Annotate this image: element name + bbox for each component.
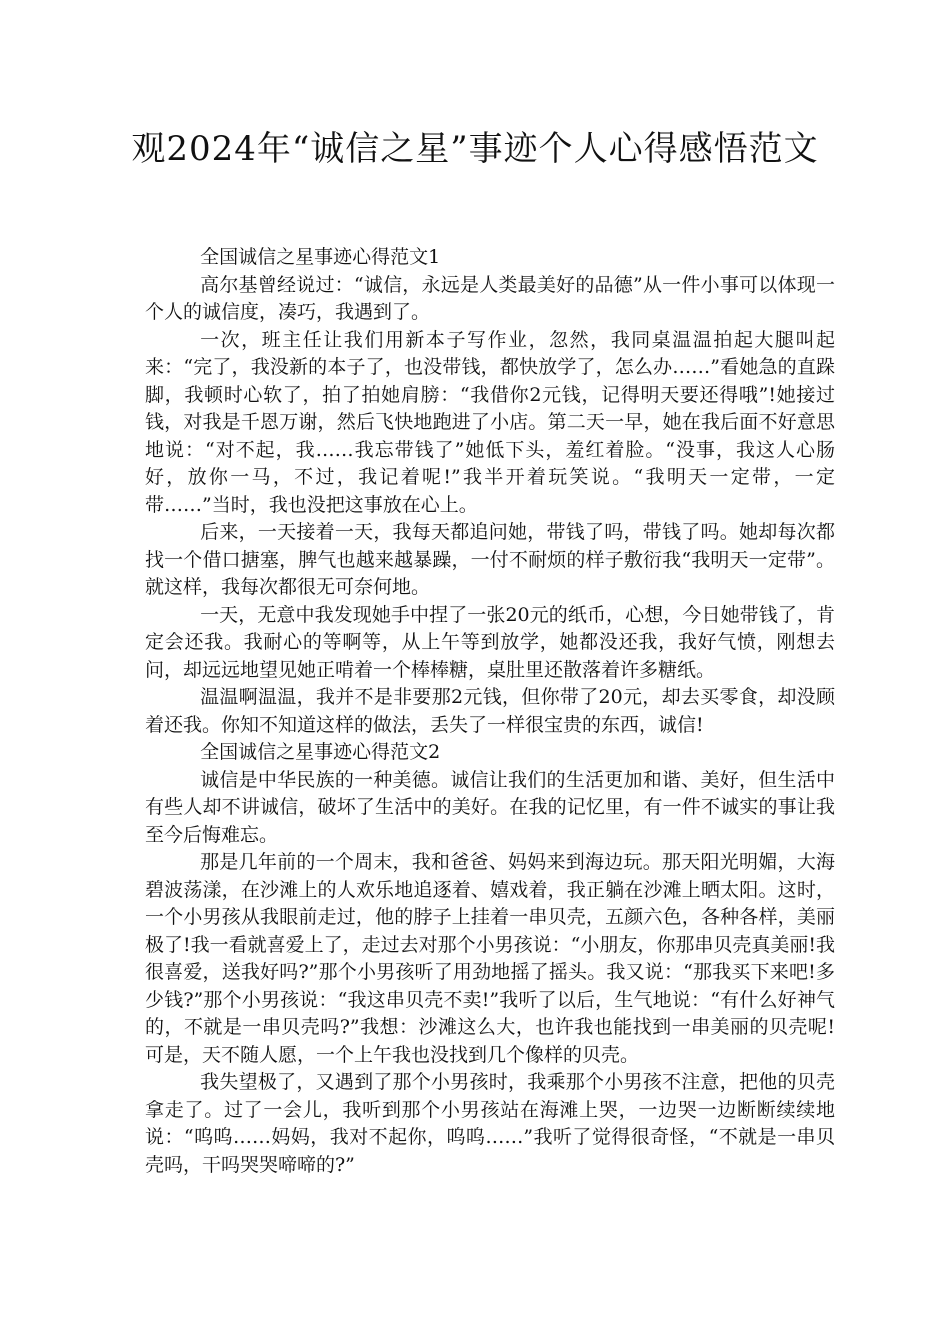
document-body bbox=[145, 244, 835, 1179]
paragraph: 诚信是中华民族的一种美德。诚信让我们的生活更加和谐、美好，但生活中有些人却不讲诚信，破坏了生活中的美好。在我的记忆里，有一件不诚实的事让我至今后悔难忘。 bbox=[145, 768, 835, 846]
section-heading: 全国诚信之星事迹心得范文1 bbox=[200, 246, 441, 268]
paragraph: 后来，一天接着一天，我每天都追问她，带钱了吗，带钱了吗。她却每次都找一个借口搪塞，脾气也越来越暴躁，一付不耐烦的样子敷衍我“我明天一定带”。就这样，我每次都很无可奈何地。 bbox=[145, 521, 835, 598]
paragraph: 我失望极了，又遇到了那个小男孩时，我乘那个小男孩不注意，把他的贝壳拿走了。过了一会儿，我听到那个小男孩站在海滩上哭，一边哭一边断断续续地说：“呜呜……妈妈，我对不起你，呜呜……”我听了觉得很奇怪，“不就是一串贝壳吗，干吗哭哭啼啼的?” bbox=[145, 1071, 835, 1176]
paragraph: 一次，班主任让我们用新本子写作业，忽然，我同桌温温拍起大腿叫起来：“完了，我没新的本子了，也没带钱，都快放学了，怎么办……”看她急的直跺脚，我顿时心软了，拍了拍她肩膀：“我借你2元钱，记得明天要还得哦”!她接过钱，对我是千恩万谢，然后飞快地跑进了小店。第二天一早，她在我后面不好意思地说：“对不起，我……我忘带钱了”她低下头，羞红着脸。“没事，我这人心肠好，放你一马，不过，我记着呢!”我半开着玩笑说。“我明天一定带，一定带……”当时，我也没把这事放在心上。 bbox=[145, 328, 835, 516]
paragraph: 那是几年前的一个周末，我和爸爸、妈妈来到海边玩。那天阳光明媚，大海碧波荡漾，在沙滩上的人欢乐地追逐着、嬉戏着，我正躺在沙滩上晒太阳。这时，一个小男孩从我眼前走过，他的脖子上挂着一串贝壳，五颜六色，各种各样，美丽极了!我一看就喜爱上了，走过去对那个小男孩说：“小朋友，你那串贝壳真美丽!我很喜爱，送我好吗?”那个小男孩听了用劲地摇了摇头。我又说：“那我买下来吧!多少钱?”那个小男孩说：“我这串贝壳不卖!”我听了以后，生气地说：“有什么好神气的，不就是一串贝壳吗?”我想：沙滩这么大，也许我也能找到一串美丽的贝壳呢!可是，天不随人愿，一个上午我也没找到几个像样的贝壳。 bbox=[145, 851, 835, 1066]
paragraph: 一天，无意中我发现她手中捏了一张20元的纸币，心想，今日她带钱了，肯定会还我。我耐心的等啊等，从上午等到放学，她都没还我，我好气愤，刚想去问，却远远地望见她正啃着一个棒棒糖，桌肚里还散落着许多糖纸。 bbox=[145, 603, 835, 681]
paragraph: 温温啊温温，我并不是非要那2元钱，但你带了20元，却去买零食，却没顾着还我。你知不知道这样的做法，丢失了一样很宝贵的东西，诚信! bbox=[145, 686, 835, 736]
section-heading: 全国诚信之星事迹心得范文2 bbox=[200, 741, 441, 763]
paragraph: 高尔基曾经说过：“诚信，永远是人类最美好的品德”从一件小事可以体现一个人的诚信度，凑巧，我遇到了。 bbox=[145, 273, 835, 323]
document-title: 观2024年“诚信之星”事迹个人心得感悟范文 bbox=[131, 129, 819, 169]
